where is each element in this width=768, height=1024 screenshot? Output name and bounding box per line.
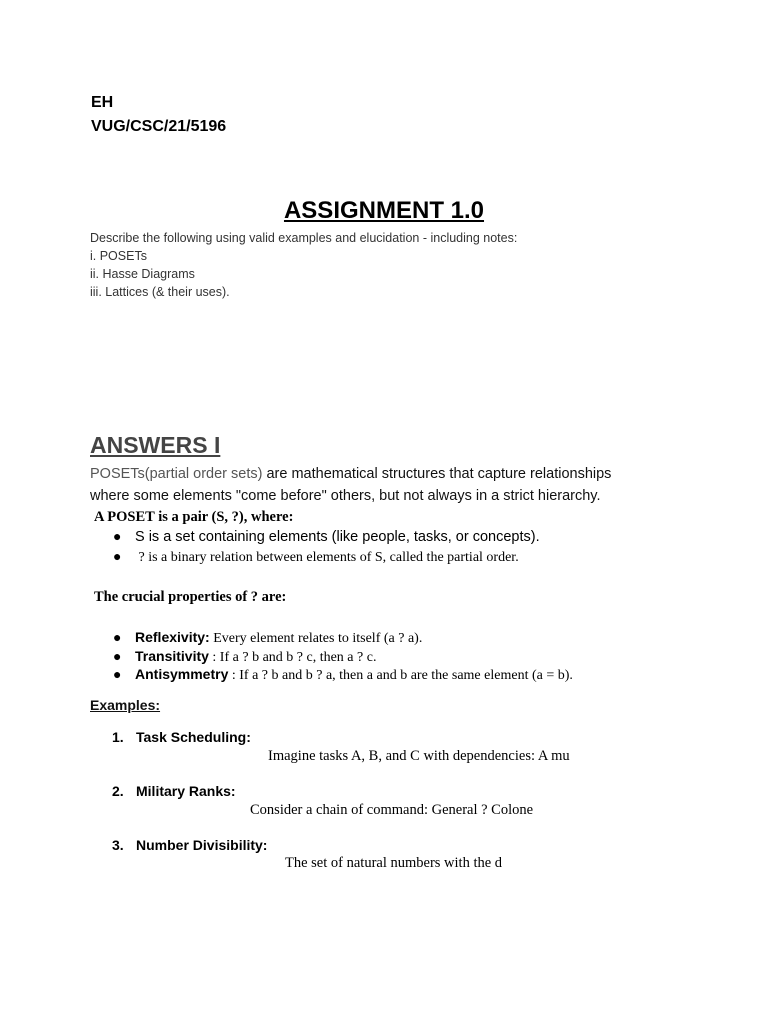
def-bullet-relation [113,548,519,566]
bullet-icon: ● [113,528,122,544]
property-reflexivity [113,629,422,647]
example-item-number-divisibility [112,837,267,853]
example-desc-task-scheduling: Imagine tasks A, B, and C with dependencies: A mu [268,748,570,764]
bullet-icon: ● [113,666,122,682]
bullet-icon: ● [113,548,122,564]
intro-line-1 [90,466,611,482]
example-item-task-scheduling [112,729,251,745]
property-antisymmetry [113,666,573,684]
example-number: 1. [112,729,124,745]
property-transitivity [113,648,376,666]
student-name: EH [91,94,114,111]
bullet-icon: ● [113,629,122,645]
example-number: 2. [112,783,124,799]
example-title: Task Scheduling: [136,729,251,745]
poset-definition: A POSET is a pair (S, ?), where: [94,509,294,525]
def-bullet-text: ? is a binary relation between elements of S, called the partial order. [135,550,519,565]
answers-heading: ANSWERS I [90,432,221,458]
property-name: Antisymmetry [135,666,229,682]
property-text: : If a ? b and b ? a, then a and b are the same element (a = b). [228,668,573,683]
page-title: ASSIGNMENT 1.0 [283,197,485,224]
bullet-icon: ● [113,648,122,664]
property-name: Transitivity [135,648,209,664]
example-item-military-ranks [112,783,236,799]
property-text: : If a ? b and b ? c, then a ? c. [208,650,377,665]
property-name: Reflexivity: [135,629,210,645]
intro-rest: are mathematical structures that capture relationships [262,466,612,482]
property-text: Every element relates to itself (a ? a). [209,631,423,646]
def-bullet-text: S is a set containing elements (like people, tasks, or concepts). [135,529,540,545]
def-bullet-set [113,528,540,545]
intro-highlight: POSETs(partial order sets) [90,466,263,482]
example-number: 3. [112,837,124,853]
example-desc-number-divisibility: The set of natural numbers with the d [285,855,503,871]
examples-heading: Examples: [90,697,161,713]
example-title: Military Ranks: [136,783,236,799]
example-title: Number Divisibility: [136,837,268,853]
question-prompt: Describe the following using valid examples and elucidation - including notes: [90,231,518,245]
question-item-posets: i. POSETs [90,249,147,263]
question-item-lattices: iii. Lattices (& their uses). [90,285,230,299]
question-item-hasse: ii. Hasse Diagrams [90,267,195,281]
student-matric-number: VUG/CSC/21/5196 [91,118,227,135]
properties-heading: The crucial properties of ? are: [94,589,287,605]
intro-line-2: where some elements "come before" others, but not always in a strict hierarchy. [90,488,601,504]
example-desc-military-ranks: Consider a chain of command: General ? Colone [250,802,534,818]
